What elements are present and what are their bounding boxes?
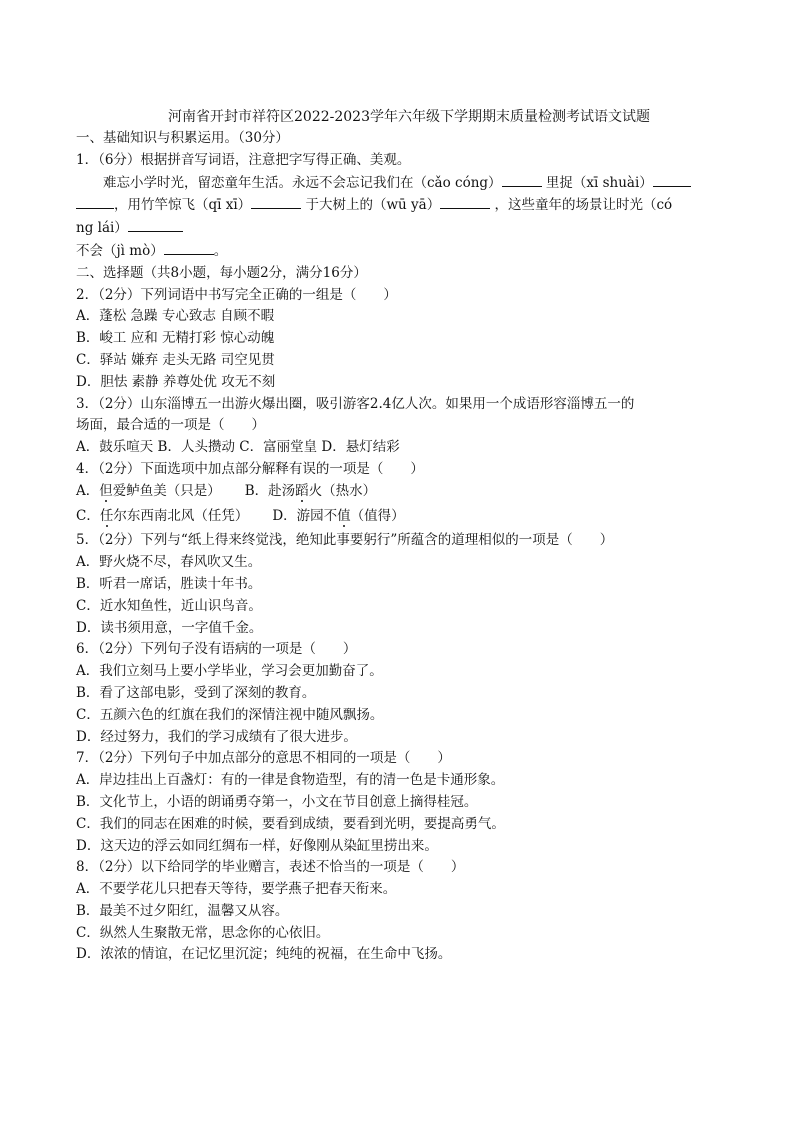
- section-heading: 一、基础知识与积累运用。（30分）: [76, 130, 289, 146]
- exam-content: [76, 128, 716, 966]
- question-4-options-ab: [76, 481, 716, 503]
- answer-blank[interactable]: [653, 172, 691, 187]
- option-a: A．不要学花儿只把春天等待，要学燕子把春天衔来。: [76, 881, 397, 898]
- passage-text: 于大树上的（wū yā）: [305, 197, 441, 214]
- dotted-char: 但: [99, 482, 113, 499]
- option-b: B．最美不过夕阳红，温馨又从容。: [76, 902, 289, 919]
- exam-title: 河南省开封市祥符区2022-2023学年六年级下学期期末质量检测考试语文试题: [168, 109, 650, 125]
- passage-text: ，用竹竿惊飞（qī xī）: [114, 197, 252, 214]
- passage-text: ，这些童年的场景让时光（có: [494, 197, 673, 214]
- option-a: A．野火烧不尽，春风吹又生。: [76, 554, 262, 571]
- question-3-options: A．鼓乐喧天 B．人头攒动 C．富丽堂皇 D．悬灯结彩: [76, 439, 400, 456]
- option-a: A．我们立刻马上要小学毕业，学习会更加勤奋了。: [76, 663, 383, 680]
- option-label: B．赴汤: [244, 482, 296, 499]
- option-c: C．五颜六色的红旗在我们的深情注视中随风飘扬。: [76, 706, 384, 723]
- question-3-stem-cont: 场面，最合适的一项是（ ）: [76, 417, 265, 434]
- option-d: D．浓浓的情谊，在记忆里沉淀；纯纯的祝福，在生命中飞扬。: [76, 946, 452, 963]
- option-a: A．岸边挂出上百盏灯：有的一律是食物造型，有的清一色是卡通形象。: [76, 772, 505, 789]
- passage-text: 不会（jì mò）: [76, 242, 164, 259]
- passage-text: 难忘小学时光，留恋童年生活。永远不会忘记我们在（cǎo cóng）: [103, 174, 502, 191]
- option-b: B．峻工 应和 无精打彩 惊心动魄: [76, 330, 275, 347]
- passage-text: 里捉（xī shuài）: [545, 174, 653, 191]
- answer-blank[interactable]: [440, 194, 490, 209]
- question-1-passage-line-2: [76, 194, 716, 217]
- answer-blank[interactable]: [164, 240, 214, 255]
- option-text: 尔东西南北风（任凭）: [113, 507, 249, 524]
- option-d: D．读书须用意，一字值千金。: [76, 619, 263, 636]
- answer-blank[interactable]: [128, 217, 183, 232]
- option-c: C．驿站 嫌弃 走头无路 司空见贯: [76, 351, 275, 368]
- answer-blank[interactable]: [76, 194, 114, 209]
- option-a: A．蓬松 急躁 专心致志 自顾不暇: [76, 308, 275, 325]
- option-text: 火（热水）: [308, 482, 377, 499]
- option-label: C．: [76, 507, 100, 524]
- question-1-passage-line-3: [76, 217, 716, 240]
- option-b: B．文化节上，小语的朗诵勇夺第一，小文在节目创意上摘得桂冠。: [76, 793, 478, 810]
- question-5-stem: 5．（2分）下列与“纸上得来终觉浅，绝知此事要躬行”所蕴含的道理相似的一项是（ ）: [76, 532, 614, 549]
- option-text: 爱鲈鱼美（只是）: [112, 482, 221, 499]
- question-7-stem: 7．（2分）下列句子中加点部分的意思不相同的一项是（ ）: [76, 750, 451, 767]
- question-1-passage-line-1: [76, 172, 716, 195]
- option-c: C．我们的同志在困难的时候，要看到成绩，要看到光明，要提高勇气。: [76, 815, 505, 832]
- dotted-char: 蹈: [295, 482, 309, 499]
- option-d: D．经过努力，我们的学习成绩有了很大进步。: [76, 728, 357, 745]
- option-text: （值得）: [350, 507, 405, 524]
- question-6-stem: 6．（2分）下列句子没有语病的一项是（ ）: [76, 641, 357, 658]
- question-2-stem: 2．（2分）下列词语中书写完全正确的一组是（ ）: [76, 286, 397, 303]
- section-heading: 二、选择题（共8小题，每小题2分，满分16分）: [76, 264, 367, 281]
- answer-blank[interactable]: [502, 172, 542, 187]
- option-label: D．游园不: [272, 507, 338, 524]
- question-8-stem: 8．（2分）以下给同学的毕业赠言，表述不恰当的一项是（ ）: [76, 859, 465, 876]
- question-1-passage-line-4: [76, 240, 716, 263]
- question-4-stem: 4．（2分）下面选项中加点部分解释有误的一项是（ ）: [76, 460, 424, 477]
- option-d: D．这天边的浮云如同红绸布一样，好像刚从染缸里捞出来。: [76, 837, 438, 854]
- option-b: B．听君一席话，胜读十年书。: [76, 575, 262, 592]
- option-c: C．近水知鱼性，近山识鸟音。: [76, 597, 262, 614]
- option-d: D．胆怯 素静 养尊处优 攻无不刻: [76, 373, 276, 390]
- option-label: A．: [76, 482, 100, 499]
- question-4-options-cd: [76, 506, 716, 528]
- dotted-char: 值: [337, 507, 351, 524]
- question-1-stem: 1．（6分）根据拼音写词语，注意把字写得正确、美观。: [76, 151, 411, 168]
- dotted-char: 任: [99, 507, 114, 524]
- answer-blank[interactable]: [251, 194, 301, 209]
- passage-text: ng lái）: [76, 220, 128, 237]
- question-3-stem: 3．（2分）山东淄博五一出游火爆出圈，吸引游客2.4亿人次。如果用一个成语形容淄博五一的: [76, 395, 635, 412]
- passage-text: 。: [213, 242, 228, 259]
- option-b: B．看了这部电影，受到了深刻的教育。: [76, 684, 316, 701]
- option-c: C．纵然人生聚散无常，思念你的心依旧。: [76, 924, 330, 941]
